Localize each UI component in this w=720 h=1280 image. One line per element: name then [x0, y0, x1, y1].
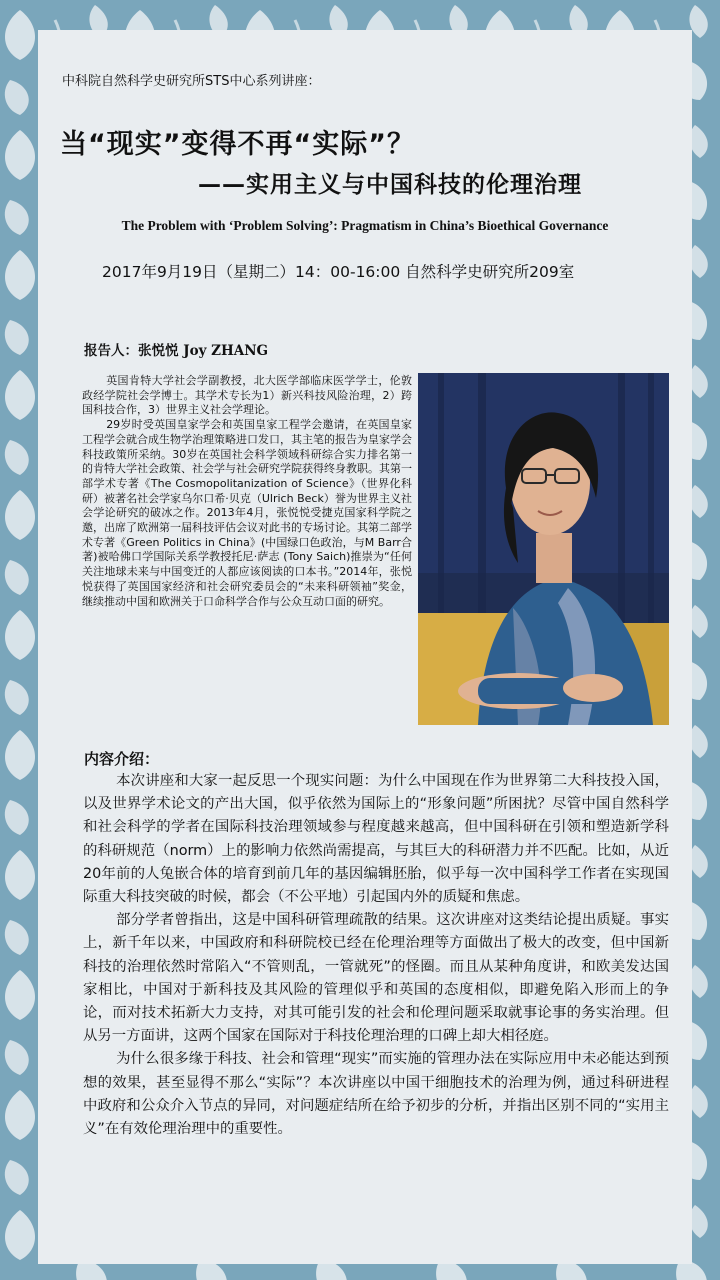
speaker-photo	[418, 373, 669, 725]
bio-paragraph: 英国肯特大学社会学副教授，北大医学部临床医学学士，伦敦政经学院社会学博士。其学术专长为1）新兴科技风险治理，2）跨国科技合作，3）世界主义社会学理论。	[82, 374, 412, 417]
speaker-bio	[82, 374, 412, 609]
bio-paragraph: 29岁时受英国皇家学会和英国皇家工程学会邀请，在英国皇家工程学会就合成生物学治理策略进口发口，其主笔的报告为皇家学会科技政策所采纳。30岁在英国社会科学领域科研综合实力排名第一的肯特大学社会政策、社会学与社会研究学院获得终身教职。其第一部学术专著《The Cosmopolitanization of Science》（世界化科研）被著名社会学家乌尔口希·贝克（Ulrich Beck）誉为世界主义社会学论研究的破冰之作。2013年4月，张悦悦受捷克国家科学院之邀，出席了欧洲第一届科技评估会议对此书的专场讨论。其第二部学术专著《Green Politics in China》(中国绿口色政治，与M Barr合著)被哈佛口学国际关系学教授托尼·萨志 (Tony Saich)推崇为“任何关注地球未来与中国变迁的人都应该阅读的口本书。”2014年，张悦悦获得了英国国家经济和社会研究委员会的“未来科研领袖”奖金，继续推动中国和欧洲关于口命科学合作与公众互动口面的研究。	[82, 418, 412, 608]
english-title: The Problem with ‘Problem Solving’: Pragmatism in China’s Bioethical Governance	[121, 218, 609, 233]
intro-heading: 内容介绍：	[84, 750, 160, 768]
intro-paragraph: 部分学者曾指出，这是中国科研管理疏散的结果。这次讲座对这类结论提出质疑。事实上，新千年以来，中国政府和科研院校已经在伦理治理等方面做出了极大的改变，但中国新科技的治理依然时常陷入“不管则乱，一管就死”的怪圈。而且从某种角度讲，和欧美发达国家相比，中国对于新科技及其风险的管理似乎和英国的态度相似，即避免陷入形而上的争论，而对技术拓新大力支持，对其可能引发的社会和伦理问题采取就事论事的务实治理。但从另一方面讲，这两个国家在国际对于科技伦理治理的口碑上却大相径庭。	[83, 912, 669, 1045]
date-time-venue: 2017年9月19日（星期二）14：00-16:00 自然科学史研究所209室	[102, 263, 575, 281]
main-title: 当“现实”变得不再“实际”？	[60, 129, 415, 160]
intro-body	[83, 770, 669, 1141]
speaker-label: 报告人：张悦悦 Joy ZHANG	[84, 343, 269, 359]
sub-title: ——实用主义与中国科技的伦理治理	[198, 172, 582, 198]
lecture-series-label: 中科院自然科学史研究所STS中心系列讲座：	[62, 74, 321, 89]
poster-card	[38, 30, 692, 1264]
intro-paragraph: 本次讲座和大家一起反思一个现实问题：为什么中国现在作为世界第二大科技投入国， 以及世界学术论文的产出大国，似乎依然为国际上的“形象问题”所困扰？尽管中国自然科学和社会科学的学者在国际科技治理领域参与程度越来越高，但中国科研在引领和塑造新学科的科研规范（norm）上的影响力依然尚需提高，与其巨大的科研潜力并不匹配。比如，从近20年前的人兔嵌合体的培育到前几年的基因编辑胚胎，似乎每一次中国科学工作者在实现国际重大科技突破的时候，都会（不公平地）引起国内外的质疑和焦虑。	[83, 773, 669, 906]
intro-paragraph: 为什么很多缘于科技、社会和管理“现实”而实施的管理办法在实际应用中未必能达到预想的效果，甚至显得不那么“实际”？本次讲座以中国干细胞技术的治理为例，通过科研进程中政府和公众介入节点的异同，对问题症结所在给予初步的分析，并指出区别不同的“实用主义”在有效伦理治理中的重要性。	[83, 1051, 669, 1138]
